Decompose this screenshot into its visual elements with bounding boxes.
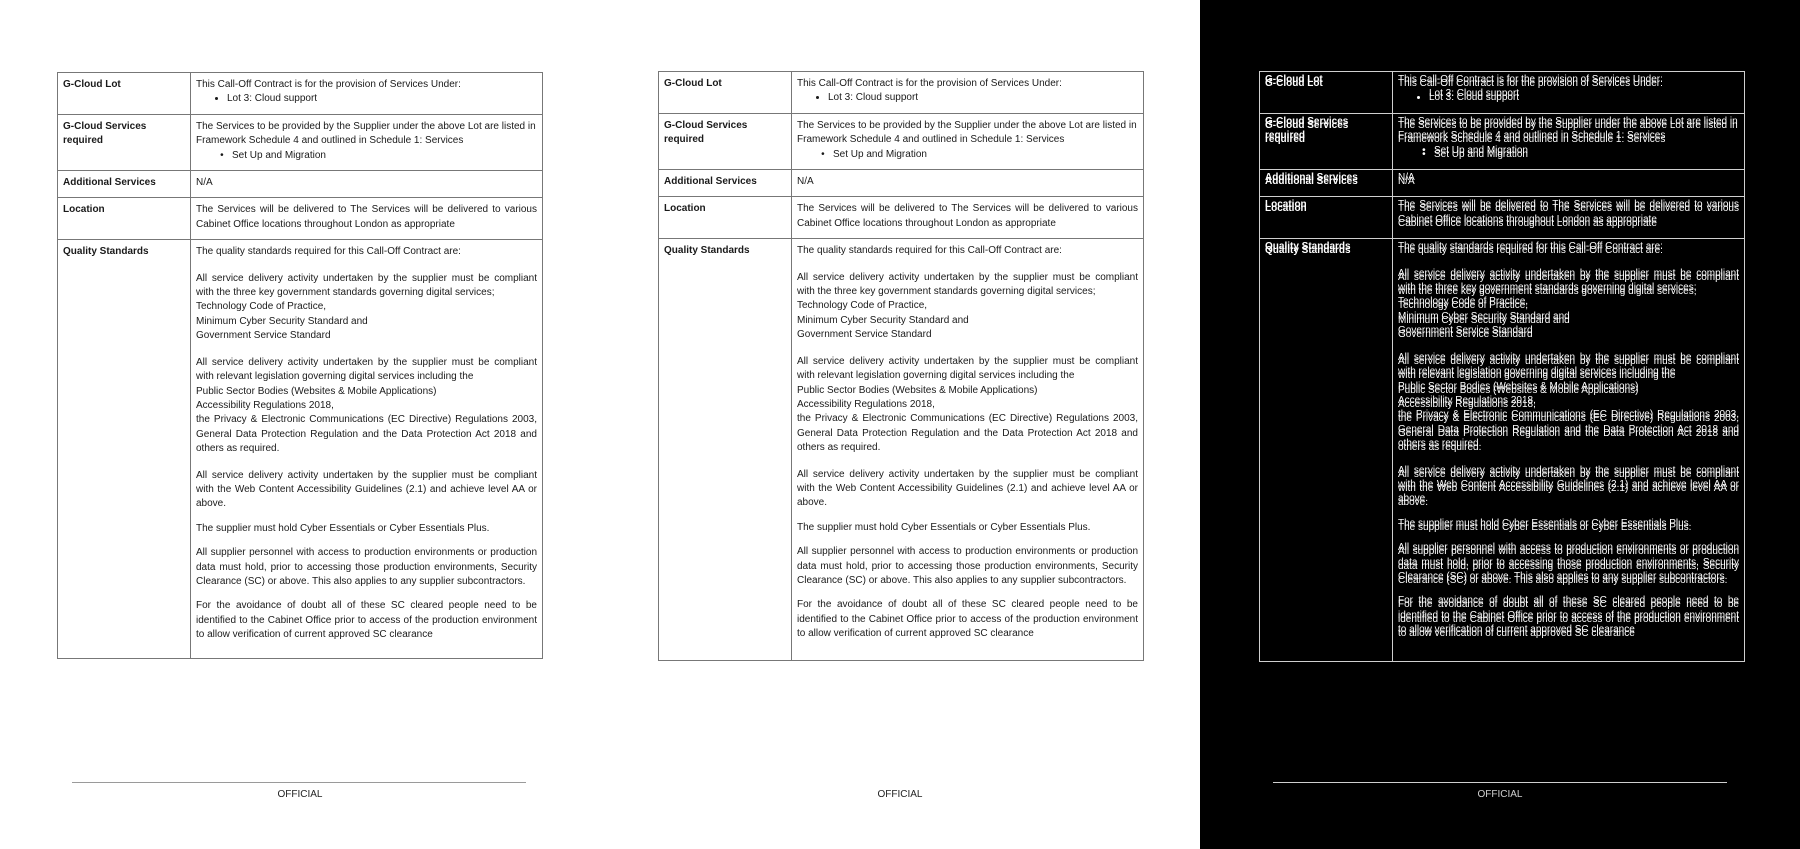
quality-intro: The quality standards required for this Call-Off Contract are:: [1398, 245, 1663, 257]
quality-p3: All service delivery activity undertaken by the supplier must be compliant with the Web Content Accessibility Guidelines (2.1) and achieve level AA or above.: [196, 469, 537, 510]
quality-p4: The supplier must hold Cyber Essentials or Cyber Essentials Plus.: [797, 521, 1091, 533]
row-value-gcloud-lot: [792, 72, 1144, 114]
services-text: The Services to be provided by the Supplier under the above Lot are listed in Framework Schedule 4 and outlined in Schedule 1: Services: [797, 119, 1137, 146]
lot-intro: This Call-Off Contract is for the provision of Services Under:: [797, 78, 1062, 89]
row-value-additional-services: N/A: [191, 171, 543, 198]
row-label-quality-standards: Quality Standards: [1260, 239, 1393, 662]
row-value-gcloud-lot: [191, 73, 543, 115]
quality-p5: All supplier personnel with access to production environments or production data must hold, prior to accessing those production environments, Security Clearance (SC) or above. This also applies to any supplier subcontractors.: [1398, 546, 1739, 586]
row-value-services-required: [1393, 113, 1745, 169]
quality-p2-line: Public Sector Bodies (Websites & Mobile Applications): [1398, 384, 1639, 396]
row-value-quality-standards: [792, 239, 1144, 661]
quality-p2-line: Public Sector Bodies (Websites & Mobile Applications): [196, 385, 437, 397]
row-value-services-required: [792, 113, 1144, 169]
row-value-location: The Services will be delivered to The Services will be delivered to various Cabinet Office locations throughout London as appropriate: [792, 197, 1144, 239]
services-text: The Services to be provided by the Supplier under the above Lot are listed in Framework Schedule 4 and outlined in Schedule 1: Services: [196, 120, 536, 147]
quality-p2-line: All service delivery activity undertaken by the supplier must be compliant with relevant legislation governing digital services including the: [797, 355, 1138, 382]
call-off-table: [1259, 71, 1745, 662]
lot-bullet: • Lot 3: Cloud support: [828, 91, 1138, 105]
document-page-original: [0, 0, 600, 849]
row-label-location: Location: [1260, 197, 1393, 239]
quality-p1-line: Minimum Cyber Security Standard and: [1398, 314, 1570, 326]
quality-p2-line: the Privacy & Electronic Communications (EC Directive) Regulations 2003, General Data Protection Regulation and the Data Protection Act 2018 and others as required.: [196, 414, 537, 455]
row-value-quality-standards: [191, 240, 543, 659]
row-value-additional-services: N/A: [1393, 170, 1745, 197]
quality-intro: The quality standards required for this Call-Off Contract are:: [196, 246, 461, 258]
quality-p2-line: Accessibility Regulations 2018,: [797, 398, 935, 410]
quality-p1-line: All service delivery activity undertaken by the supplier must be compliant with the three key government standards governing digital services;: [1398, 271, 1739, 298]
row-label-quality-standards: Quality Standards: [58, 240, 191, 659]
lot-intro: This Call-Off Contract is for the provision of Services Under:: [1398, 78, 1663, 89]
quality-p5: All supplier personnel with access to production environments or production data must hold, prior to accessing those production environments, Security Clearance (SC) or above. This also applies to any supplier subcontractors.: [196, 547, 537, 587]
row-label-additional-services: Additional Services: [659, 170, 792, 197]
services-text: The Services to be provided by the Supplier under the above Lot are listed in Framework Schedule 4 and outlined in Schedule 1: Services: [1398, 119, 1738, 146]
quality-p6: For the avoidance of doubt all of these SC cleared people need to be identified to the Cabinet Office prior to access of the production environment to allow verification of current approved SC clearance: [797, 599, 1138, 640]
footer-official: OFFICIAL: [277, 789, 323, 800]
quality-p5: All supplier personnel with access to production environments or production data must hold, prior to accessing those production environments, Security Clearance (SC) or above. This also applies to any supplier subcontractors.: [797, 546, 1138, 586]
quality-p2-line: the Privacy & Electronic Communications (EC Directive) Regulations 2003, General Data Protection Regulation and the Data Protection Act 2018 and others as required.: [1398, 413, 1739, 454]
services-bullet: • Set Up and Migration: [833, 148, 1138, 162]
row-value-quality-standards: [1393, 239, 1745, 662]
quality-p3: All service delivery activity undertaken by the supplier must be compliant with the Web Content Accessibility Guidelines (2.1) and achieve level AA or above.: [1398, 468, 1739, 509]
quality-p1-line: All service delivery activity undertaken by the supplier must be compliant with the three key government standards governing digital services;: [196, 272, 537, 299]
services-bullet: • Set Up and Migration: [1434, 148, 1739, 162]
quality-p2-line: Public Sector Bodies (Websites & Mobile Applications): [797, 384, 1038, 396]
lot-intro: This Call-Off Contract is for the provision of Services Under:: [196, 79, 461, 90]
row-label-gcloud-lot: G-Cloud Lot: [58, 73, 191, 115]
services-bullet: • Set Up and Migration: [232, 149, 537, 163]
quality-p2-line: Accessibility Regulations 2018,: [196, 399, 334, 411]
quality-p2-line: the Privacy & Electronic Communications (EC Directive) Regulations 2003, General Data Protection Regulation and the Data Protection Act 2018 and others as required.: [797, 413, 1138, 454]
row-label-services-required: G-Cloud Services required: [659, 113, 792, 169]
row-value-gcloud-lot: [1393, 72, 1745, 114]
quality-p1-line: Government Service Standard: [797, 329, 932, 341]
row-label-location: Location: [58, 198, 191, 240]
row-value-location: The Services will be delivered to The Services will be delivered to various Cabinet Office locations throughout London as appropriate: [1393, 197, 1745, 239]
quality-p1-line: Technology Code of Practice,: [797, 300, 928, 312]
row-value-additional-services: N/A: [792, 170, 1144, 197]
footer-official: OFFICIAL: [877, 789, 923, 800]
quality-p1-line: Government Service Standard: [196, 330, 331, 342]
call-off-table: [57, 72, 543, 659]
row-value-services-required: [191, 114, 543, 170]
lot-bullet: • Lot 3: Cloud support: [227, 92, 537, 106]
quality-p1-line: Minimum Cyber Security Standard and: [797, 314, 969, 326]
document-page-inverted: [1200, 0, 1800, 849]
quality-p1-line: Minimum Cyber Security Standard and: [196, 315, 368, 327]
quality-p1-line: All service delivery activity undertaken by the supplier must be compliant with the three key government standards governing digital services;: [797, 271, 1138, 298]
lot-bullet: • Lot 3: Cloud support: [1429, 91, 1739, 105]
quality-p4: The supplier must hold Cyber Essentials or Cyber Essentials Plus.: [1398, 521, 1692, 533]
row-label-additional-services: Additional Services: [58, 171, 191, 198]
footer-official: OFFICIAL: [1477, 789, 1523, 800]
call-off-table: [658, 71, 1144, 661]
quality-p1-line: Technology Code of Practice,: [196, 301, 327, 313]
footer-rule: [72, 782, 526, 783]
document-page-rendered: [600, 0, 1200, 849]
quality-p6: For the avoidance of doubt all of these SC cleared people need to be identified to the Cabinet Office prior to access of the production environment to allow verification of current approved SC clearance: [1398, 599, 1739, 640]
quality-p2-line: All service delivery activity undertaken by the supplier must be compliant with relevant legislation governing digital services including the: [1398, 355, 1739, 382]
row-label-gcloud-lot: G-Cloud Lot: [659, 72, 792, 114]
row-label-services-required: G-Cloud Services required: [1260, 113, 1393, 169]
quality-p3: All service delivery activity undertaken by the supplier must be compliant with the Web Content Accessibility Guidelines (2.1) and achieve level AA or above.: [797, 468, 1138, 509]
quality-p4: The supplier must hold Cyber Essentials or Cyber Essentials Plus.: [196, 522, 490, 534]
quality-intro: The quality standards required for this Call-Off Contract are:: [797, 245, 1062, 257]
quality-p1-line: Government Service Standard: [1398, 329, 1533, 341]
quality-p2-line: All service delivery activity undertaken by the supplier must be compliant with relevant legislation governing digital services including the: [196, 356, 537, 383]
row-label-additional-services: Additional Services: [1260, 170, 1393, 197]
row-label-gcloud-lot: G-Cloud Lot: [1260, 72, 1393, 114]
quality-p6: For the avoidance of doubt all of these SC cleared people need to be identified to the Cabinet Office prior to access of the production environment to allow verification of current approved SC clearance: [196, 600, 537, 641]
quality-p2-line: Accessibility Regulations 2018,: [1398, 398, 1536, 410]
quality-p1-line: Technology Code of Practice,: [1398, 300, 1529, 312]
footer-rule: [1273, 782, 1727, 783]
row-value-location: The Services will be delivered to The Services will be delivered to various Cabinet Office locations throughout London as appropriate: [191, 198, 543, 240]
row-label-location: Location: [659, 197, 792, 239]
row-label-quality-standards: Quality Standards: [659, 239, 792, 661]
row-label-services-required: G-Cloud Services required: [58, 114, 191, 170]
